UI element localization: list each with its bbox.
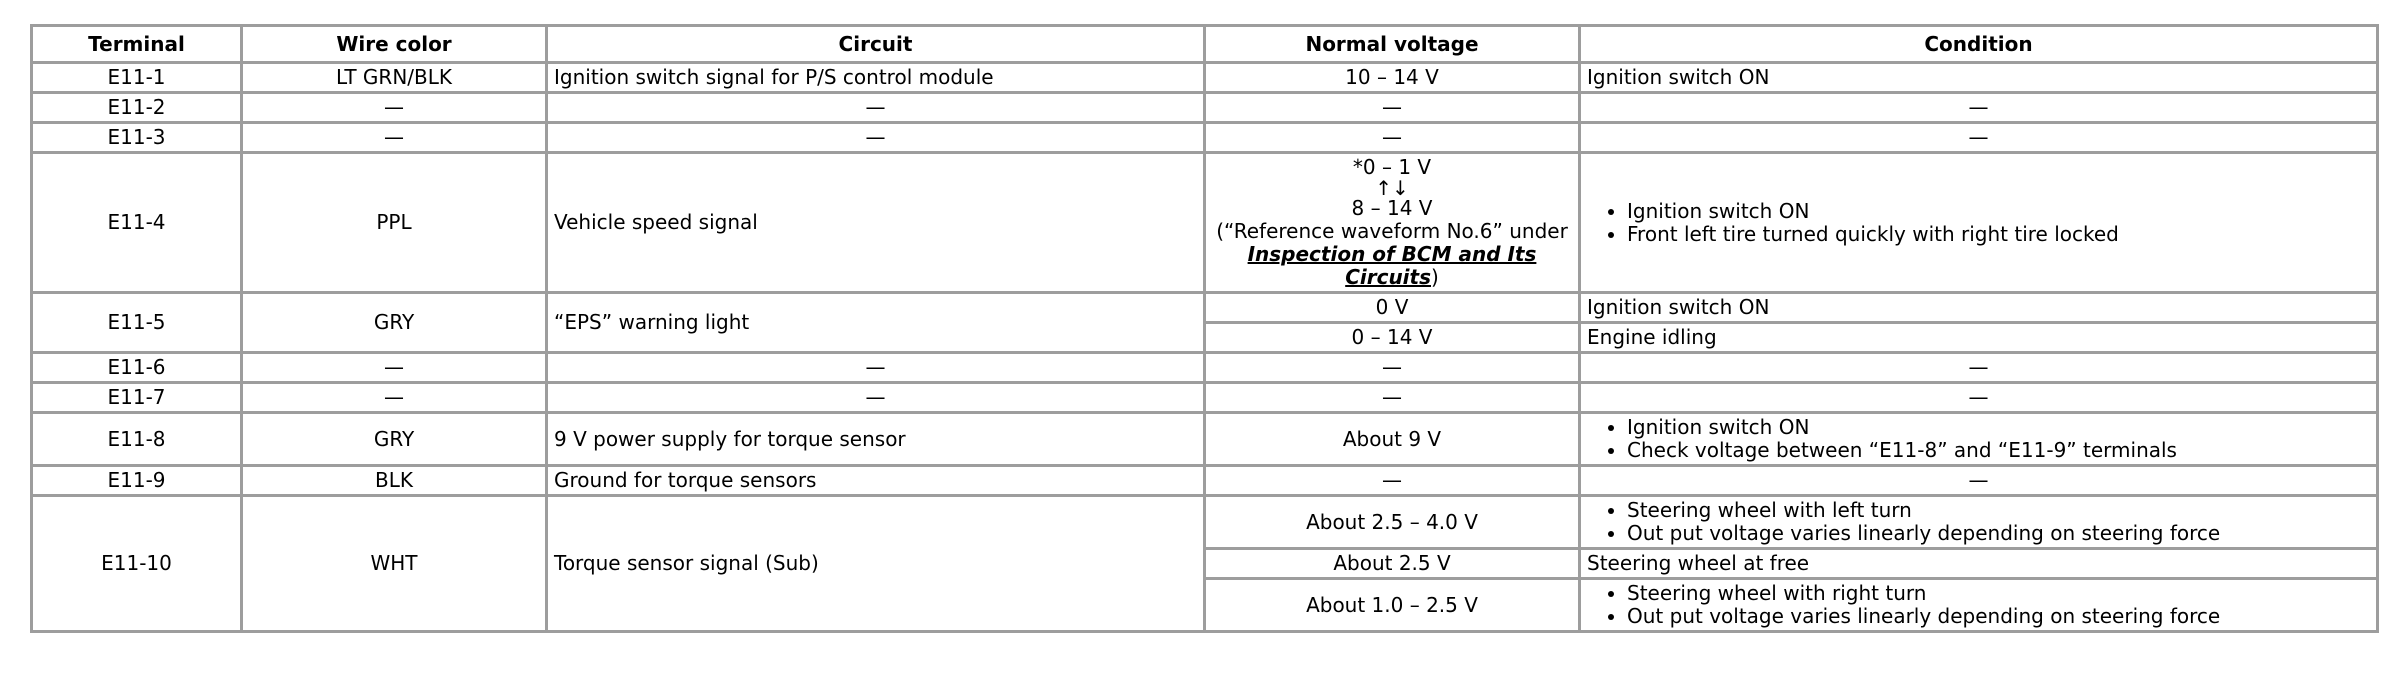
table-row bbox=[32, 353, 2378, 383]
condition-item: • Front left tire turned quickly with right tire locked bbox=[1627, 223, 2370, 246]
table-row bbox=[32, 496, 2378, 549]
condition-list bbox=[1587, 200, 2370, 246]
table-row bbox=[32, 383, 2378, 413]
wire-color-cell: — bbox=[242, 93, 547, 123]
condition-cell: Steering wheel at free bbox=[1580, 549, 2378, 579]
voltage-cell: — bbox=[1205, 93, 1580, 123]
condition-item: • Ignition switch ON bbox=[1627, 416, 2370, 439]
voltage-cell: About 9 V bbox=[1205, 413, 1580, 466]
condition-cell: Ignition switch ON bbox=[1580, 293, 2378, 323]
circuit-cell: Vehicle speed signal bbox=[547, 153, 1205, 293]
voltage-cell: 10 – 14 V bbox=[1205, 63, 1580, 93]
condition-item: • Steering wheel with right turn bbox=[1627, 582, 2370, 605]
terminal-cell: E11-6 bbox=[32, 353, 242, 383]
terminal-cell: E11-4 bbox=[32, 153, 242, 293]
condition-list bbox=[1587, 416, 2370, 462]
header-row bbox=[32, 26, 2378, 63]
voltage-cell bbox=[1205, 153, 1580, 293]
condition-cell: — bbox=[1580, 383, 2378, 413]
condition-item: • Out put voltage varies linearly depending on steering force bbox=[1627, 605, 2370, 628]
voltage-cell: — bbox=[1205, 123, 1580, 153]
condition-item: • Steering wheel with left turn bbox=[1627, 499, 2370, 522]
header-circuit: Circuit bbox=[547, 26, 1205, 63]
header-condition: Condition bbox=[1580, 26, 2378, 63]
header-normal-voltage: Normal voltage bbox=[1205, 26, 1580, 63]
wire-color-cell: — bbox=[242, 383, 547, 413]
reference-note-open: (“Reference waveform No.6” under bbox=[1216, 219, 1568, 243]
circuit-cell: “EPS” warning light bbox=[547, 293, 1205, 353]
voltage-cell: About 2.5 V bbox=[1205, 549, 1580, 579]
terminal-cell: E11-7 bbox=[32, 383, 242, 413]
terminal-voltage-table bbox=[30, 24, 2379, 633]
table-row bbox=[32, 153, 2378, 293]
table-row bbox=[32, 293, 2378, 323]
table-row bbox=[32, 93, 2378, 123]
circuit-cell: — bbox=[547, 383, 1205, 413]
voltage-cell: About 2.5 – 4.0 V bbox=[1205, 496, 1580, 549]
wire-color-cell: WHT bbox=[242, 496, 547, 632]
wire-color-cell: LT GRN/BLK bbox=[242, 63, 547, 93]
voltage-cell: 0 – 14 V bbox=[1205, 323, 1580, 353]
condition-cell bbox=[1580, 496, 2378, 549]
table-row bbox=[32, 466, 2378, 496]
condition-cell: Ignition switch ON bbox=[1580, 63, 2378, 93]
condition-cell bbox=[1580, 153, 2378, 293]
circuit-cell: Ignition switch signal for P/S control module bbox=[547, 63, 1205, 93]
voltage-high: 8 – 14 V bbox=[1351, 196, 1433, 220]
terminal-cell: E11-3 bbox=[32, 123, 242, 153]
terminal-cell: E11-9 bbox=[32, 466, 242, 496]
condition-cell: — bbox=[1580, 123, 2378, 153]
circuit-cell: — bbox=[547, 353, 1205, 383]
condition-list bbox=[1587, 499, 2370, 545]
table-row bbox=[32, 63, 2378, 93]
condition-item: • Check voltage between “E11-8” and “E11-9” terminals bbox=[1627, 439, 2370, 462]
reference-note-close: ) bbox=[1431, 265, 1439, 289]
header-terminal: Terminal bbox=[32, 26, 242, 63]
terminal-cell: E11-10 bbox=[32, 496, 242, 632]
voltage-cell: — bbox=[1205, 383, 1580, 413]
toggle-arrows-icon: ↑↓ bbox=[1375, 176, 1409, 200]
reference-link[interactable]: Inspection of BCM and Its Circuits bbox=[1247, 242, 1537, 289]
wire-color-cell: PPL bbox=[242, 153, 547, 293]
reference-note bbox=[1212, 220, 1572, 289]
voltage-cell: 0 V bbox=[1205, 293, 1580, 323]
voltage-cell: About 1.0 – 2.5 V bbox=[1205, 579, 1580, 632]
condition-cell: — bbox=[1580, 466, 2378, 496]
condition-cell: — bbox=[1580, 353, 2378, 383]
condition-cell bbox=[1580, 413, 2378, 466]
condition-cell: Engine idling bbox=[1580, 323, 2378, 353]
circuit-cell: Ground for torque sensors bbox=[547, 466, 1205, 496]
table-row bbox=[32, 123, 2378, 153]
voltage-low: *0 – 1 V bbox=[1352, 155, 1432, 179]
condition-cell bbox=[1580, 579, 2378, 632]
wire-color-cell: — bbox=[242, 123, 547, 153]
header-wire-color: Wire color bbox=[242, 26, 547, 63]
terminal-cell: E11-2 bbox=[32, 93, 242, 123]
condition-item: • Ignition switch ON bbox=[1627, 200, 2370, 223]
table-row bbox=[32, 413, 2378, 466]
circuit-cell: Torque sensor signal (Sub) bbox=[547, 496, 1205, 632]
condition-list bbox=[1587, 582, 2370, 628]
wire-color-cell: GRY bbox=[242, 413, 547, 466]
voltage-cell: — bbox=[1205, 353, 1580, 383]
wire-color-cell: GRY bbox=[242, 293, 547, 353]
condition-cell: — bbox=[1580, 93, 2378, 123]
wire-color-cell: BLK bbox=[242, 466, 547, 496]
terminal-cell: E11-1 bbox=[32, 63, 242, 93]
terminal-cell: E11-5 bbox=[32, 293, 242, 353]
circuit-cell: — bbox=[547, 93, 1205, 123]
circuit-cell: 9 V power supply for torque sensor bbox=[547, 413, 1205, 466]
wire-color-cell: — bbox=[242, 353, 547, 383]
voltage-cell: — bbox=[1205, 466, 1580, 496]
circuit-cell: — bbox=[547, 123, 1205, 153]
terminal-cell: E11-8 bbox=[32, 413, 242, 466]
condition-item: • Out put voltage varies linearly depending on steering force bbox=[1627, 522, 2370, 545]
